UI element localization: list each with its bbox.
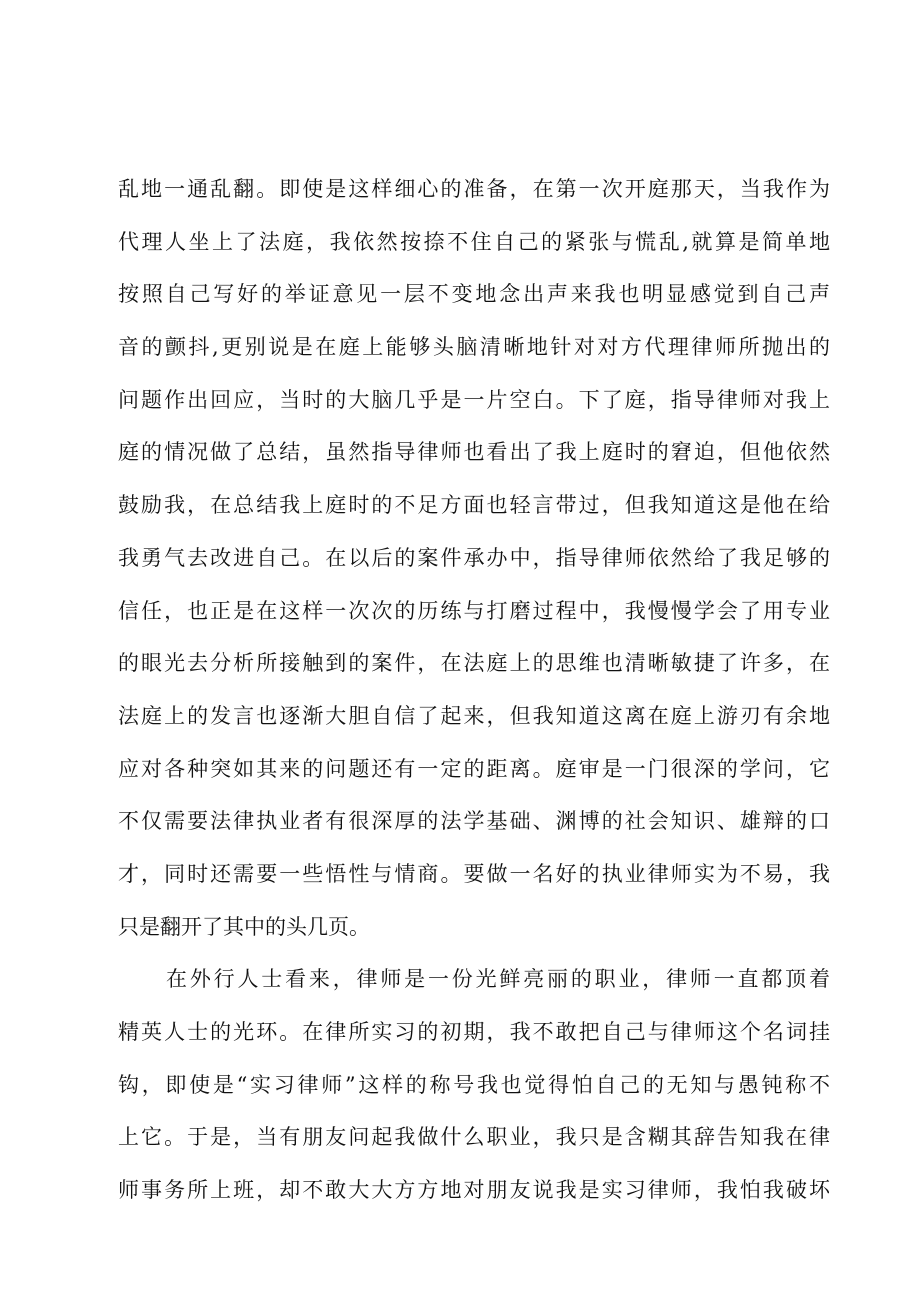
text-line: 精英人士的光环。在律所实习的初期，我不敢把自己与律师这个名词挂 — [118, 1020, 830, 1044]
text-line: 问题作出回应，当时的大脑几乎是一片空白。下了庭，指导律师对我上 — [118, 387, 830, 412]
text-line: 音的颤抖,更别说是在庭上能够头脑清晰地针对对方代理律师所抛出的 — [118, 335, 830, 360]
text-line: 信任，也正是在这样一次次的历练与打磨过程中，我慢慢学会了用专业 — [118, 598, 830, 623]
text-line: 法庭上的发言也逐渐大胆自信了起来，但我知道这离在庭上游刃有余地 — [118, 703, 830, 728]
text-line: 乱地一通乱翻。即使是这样细心的准备，在第一次开庭那天，当我作为 — [118, 177, 830, 201]
text-line: 钩，即使是“实习律师”这样的称号我也觉得怕自己的无知与愚钝称不 — [118, 1072, 830, 1097]
body-text — [118, 163, 830, 1217]
text-line: 鼓励我，在总结我上庭时的不足方面也轻言带过，但我知道这是他在给 — [118, 493, 830, 518]
text-line: 按照自己写好的举证意见一层不变地念出声来我也明显感觉到自己声 — [118, 282, 830, 307]
text-line: 的眼光去分析所接触到的案件，在法庭上的思维也清晰敏捷了许多，在 — [118, 651, 830, 676]
text-line: 我勇气去改进自己。在以后的案件承办中，指导律师依然给了我足够的 — [118, 545, 830, 570]
text-line: 只是翻开了其中的头几页。 — [118, 914, 370, 939]
text-line: 上它。于是，当有朋友问起我做什么职业，我只是含糊其辞告知我在律 — [118, 1125, 830, 1150]
text-line: 不仅需要法律执业者有很深厚的法学基础、渊博的社会知识、雄辩的口 — [118, 809, 830, 834]
text-line: 应对各种突如其来的问题还有一定的距离。庭审是一门很深的学问，它 — [118, 756, 830, 781]
text-line: 才，同时还需要一些悟性与情商。要做一名好的执业律师实为不易，我 — [118, 861, 830, 886]
text-line: 师事务所上班，却不敢大大方方地对朋友说我是实习律师，我怕我破坏 — [118, 1178, 830, 1203]
paragraph-1 — [118, 163, 830, 953]
text-line: 庭的情况做了总结，虽然指导律师也看出了我上庭时的窘迫，但他依然 — [118, 440, 830, 465]
text-line: 在外行人士看来，律师是一份光鲜亮丽的职业，律师一直都顶着 — [166, 967, 830, 992]
text-line: 代理人坐上了法庭，我依然按捺不住自己的紧张与慌乱,就算是简单地 — [118, 229, 830, 254]
paragraph-2 — [118, 953, 830, 1216]
